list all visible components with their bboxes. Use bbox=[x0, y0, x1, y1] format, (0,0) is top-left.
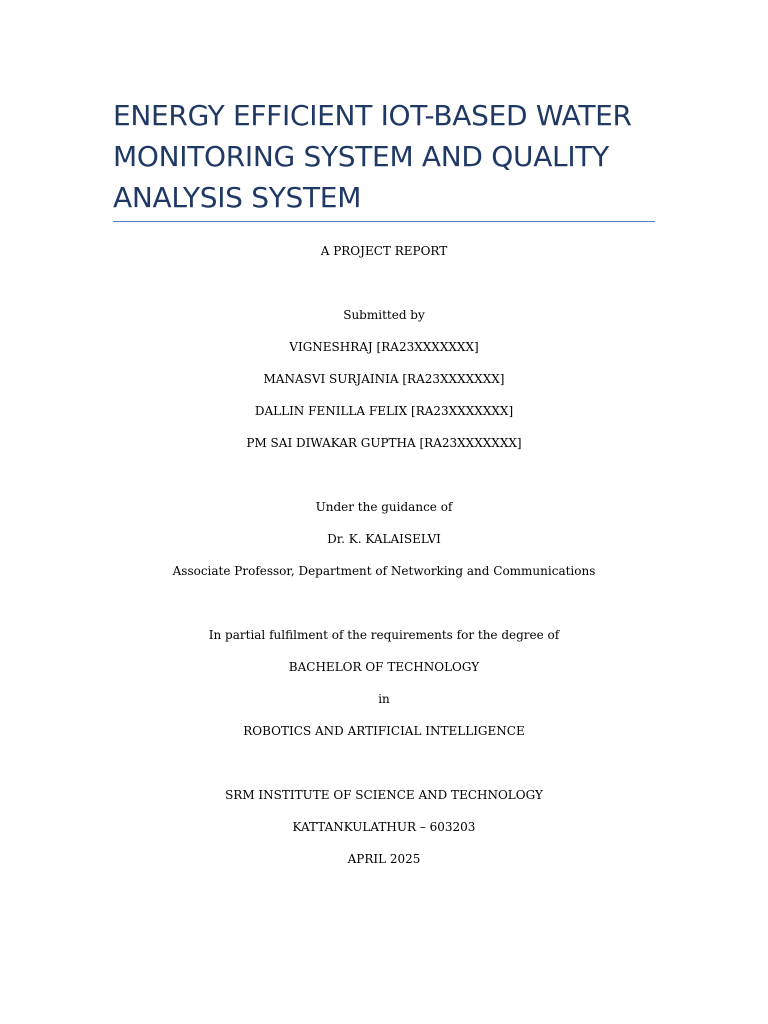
author-name: VIGNESHRAJ [RA23XXXXXXX] bbox=[289, 340, 479, 354]
author-name: DALLIN FENILLA FELIX [RA23XXXXXXX] bbox=[254, 404, 514, 418]
title-underline-divider bbox=[113, 221, 655, 222]
guidance-label: Under the guidance of bbox=[315, 500, 453, 514]
institute-location: KATTANKULATHUR – 603203 bbox=[292, 820, 476, 834]
author-name: PM SAI DIWAKAR GUPTHA [RA23XXXXXXX] bbox=[246, 436, 522, 450]
in-connector: in bbox=[378, 692, 390, 706]
submitted-by-label: Submitted by bbox=[343, 308, 425, 322]
fulfilment-statement: In partial fulfilment of the requirements for the degree of bbox=[208, 628, 560, 642]
report-title-line: ANALYSIS SYSTEM bbox=[113, 181, 362, 214]
guide-name: Dr. K. KALAISELVI bbox=[327, 532, 441, 546]
report-title-line: ENERGY EFFICIENT IOT-BASED WATER bbox=[113, 99, 632, 132]
specialization-name: ROBOTICS AND ARTIFICIAL INTELLIGENCE bbox=[243, 724, 525, 738]
author-name: MANASVI SURJAINIA [RA23XXXXXXX] bbox=[263, 372, 505, 386]
guide-designation: Associate Professor, Department of Networking and Communications bbox=[172, 564, 596, 578]
report-date: APRIL 2025 bbox=[347, 852, 421, 866]
institute-name: SRM INSTITUTE OF SCIENCE AND TECHNOLOGY bbox=[225, 788, 543, 802]
report-title bbox=[113, 95, 655, 218]
degree-name: BACHELOR OF TECHNOLOGY bbox=[288, 660, 480, 674]
report-title-line: MONITORING SYSTEM AND QUALITY bbox=[113, 140, 609, 173]
report-type-label: A PROJECT REPORT bbox=[320, 244, 448, 258]
